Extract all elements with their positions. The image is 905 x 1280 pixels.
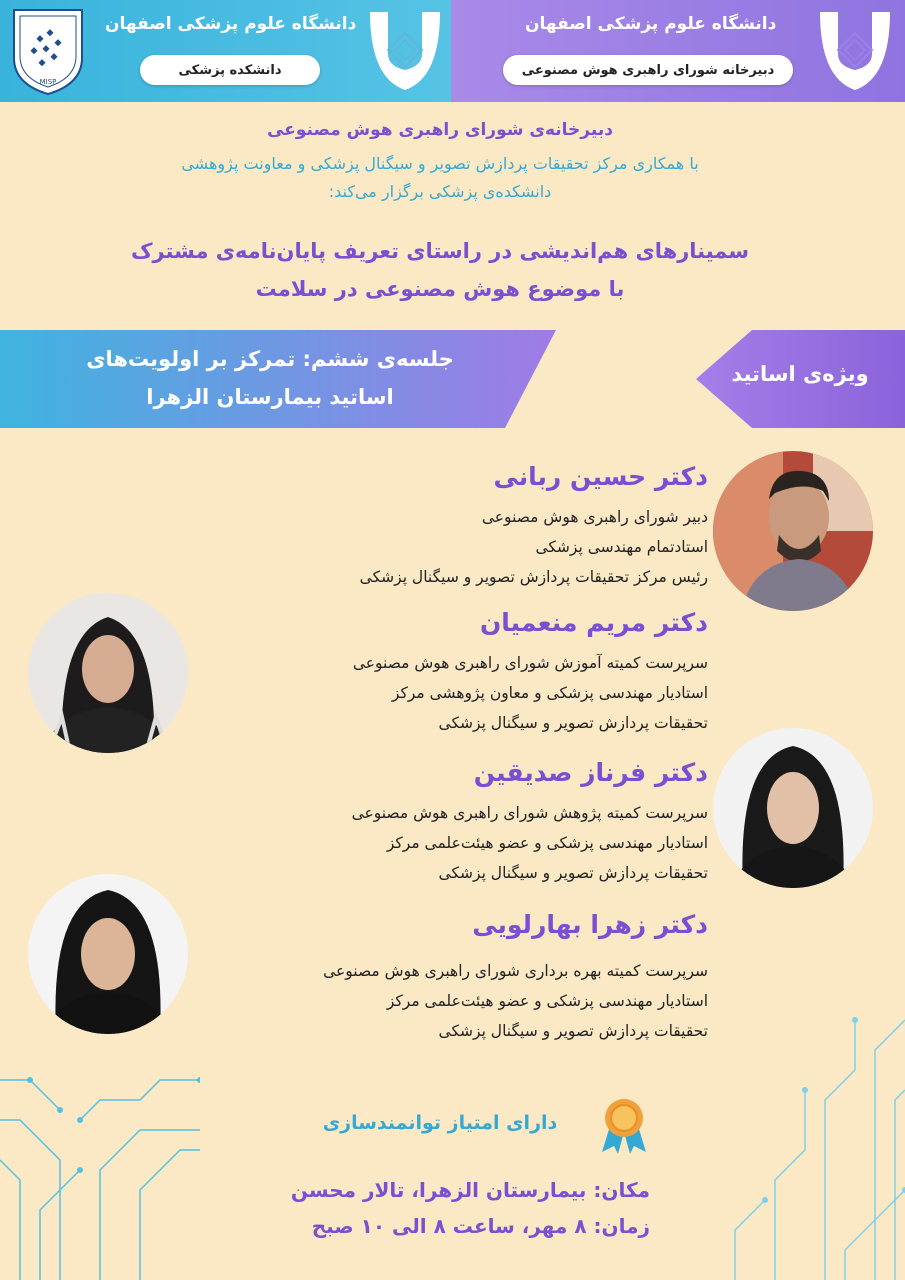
seminar-title (60, 232, 820, 308)
speaker-description (353, 648, 708, 738)
header-left-title: دانشگاه علوم پزشکی اصفهان (105, 14, 357, 34)
speaker-photo (713, 451, 873, 611)
intro-line: با همکاری مرکز تحقیقات پردازش تصویر و سیگنال پزشکی و معاونت پژوهشی (181, 154, 699, 173)
speaker-description (323, 956, 708, 1046)
certificate-label: دارای امتیاز توانمندسازی (322, 1112, 558, 1134)
speaker-role: سرپرست کمیته آموزش شورای راهبری هوش مصنوعی (352, 654, 708, 672)
speaker-role: رئیس مرکز تحقیقات پردازش تصویر و سیگنال پزشکی (359, 568, 708, 586)
speaker-description (360, 502, 708, 592)
speaker-description (352, 798, 708, 888)
session-title-line: اساتید بیمارستان الزهرا (146, 385, 394, 409)
speaker-role: تحقیقات پردازش تصویر و سیگنال پزشکی (438, 714, 708, 732)
header-left-panel (0, 0, 451, 102)
header-left-subtitle: دانشکده پزشکی (140, 55, 320, 85)
session-title (0, 340, 540, 416)
speaker-name: دکتر فرناز صدیقین (473, 758, 708, 787)
header-right-panel (451, 0, 905, 102)
speaker-photo (28, 874, 188, 1034)
speaker-photo (713, 728, 873, 888)
misp-abbr: MISP (39, 78, 57, 86)
speaker-role: تحقیقات پردازش تصویر و سیگنال پزشکی (438, 1022, 708, 1040)
event-location: مکان: بیمارستان الزهرا، تالار محسن (290, 1178, 650, 1202)
university-shield-icon (366, 8, 444, 94)
speaker-name: دکتر مریم منعمیان (479, 608, 708, 637)
seminar-title-line: با موضوع هوش مصنوعی در سلامت (255, 277, 625, 301)
circuit-decoration-icon (705, 1010, 905, 1280)
intro-line: دانشکده‌ی پزشکی برگزار می‌کند: (328, 182, 552, 201)
speaker-name: دکتر حسین ربانی (493, 462, 708, 491)
speaker-role: استادیار مهندسی پزشکی و عضو هیئت‌علمی مرکز (386, 834, 708, 852)
header-right-subtitle: دبیرخانه شورای راهبری هوش مصنوعی (503, 55, 793, 85)
speaker-name: دکتر زهرا بهارلویی (472, 910, 708, 939)
event-time: زمان: ۸ مهر، ساعت ۸ الی ۱۰ صبح (311, 1214, 650, 1238)
misp-logo-icon (8, 6, 88, 96)
circuit-decoration-icon (0, 1060, 200, 1280)
speaker-role: استادیار مهندسی پزشکی و معاون پژوهشی مرکز (391, 684, 708, 702)
speaker-role: استادیار مهندسی پزشکی و عضو هیئت‌علمی مرکز (386, 992, 708, 1010)
header-right-title: دانشگاه علوم پزشکی اصفهان (525, 14, 777, 34)
medal-icon (596, 1096, 652, 1156)
speaker-role: سرپرست کمیته پژوهش شورای راهبری هوش مصنوعی (351, 804, 708, 822)
intro-text (60, 150, 820, 206)
speaker-role: تحقیقات پردازش تصویر و سیگنال پزشکی (438, 864, 708, 882)
speaker-role: استادتمام مهندسی پزشکی (535, 538, 708, 556)
speaker-role: دبیر شورای راهبری هوش مصنوعی (481, 508, 708, 526)
audience-label: ویژه‌ی اساتید (731, 362, 869, 386)
event-details (291, 1172, 650, 1244)
speaker-photo (28, 593, 188, 753)
speaker-role: سرپرست کمیته بهره برداری شورای راهبری هوش مصنوعی (323, 962, 708, 980)
session-title-line: جلسه‌ی ششم: تمرکز بر اولویت‌های (86, 347, 454, 371)
university-shield-icon (816, 8, 894, 94)
secretariat-heading: دبیرخانه‌ی شورای راهبری هوش مصنوعی (267, 120, 613, 140)
seminar-title-line: سمینارهای هم‌اندیشی در راستای تعریف پایان‌نامه‌ی مشترک (130, 239, 750, 263)
